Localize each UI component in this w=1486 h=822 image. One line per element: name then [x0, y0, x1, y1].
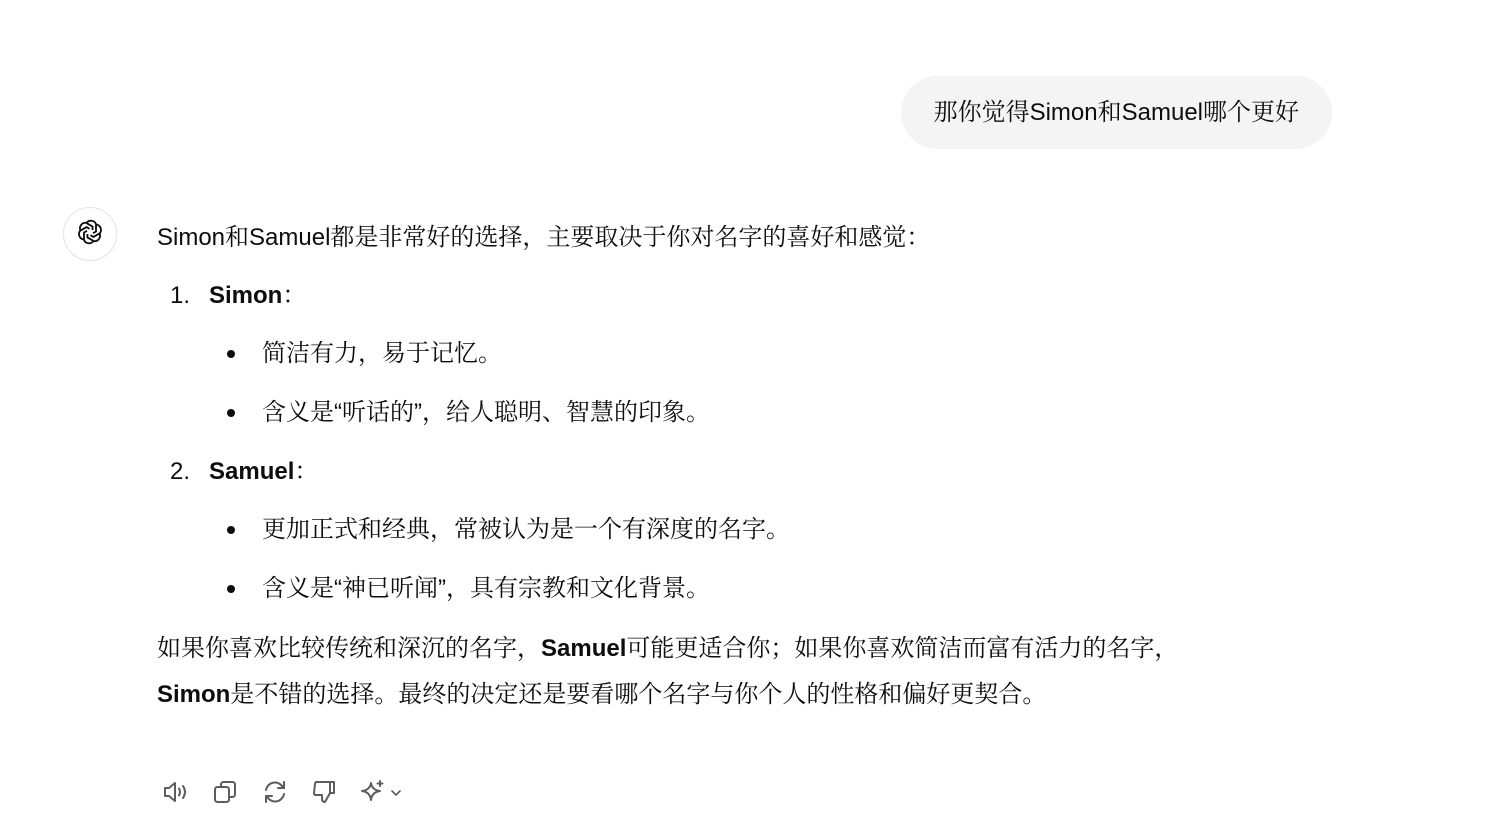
- option-point: 含义是“听话的”，给人聪明、智慧的印象。: [209, 390, 1317, 436]
- switch-model-button[interactable]: [357, 772, 407, 812]
- option-point: 简洁有力，易于记忆。: [209, 331, 1317, 377]
- copy-icon: [210, 777, 240, 807]
- openai-logo-icon: [74, 216, 106, 253]
- option-name: Simon: [209, 282, 283, 309]
- option-number: 2.: [170, 458, 191, 485]
- option-points: [209, 331, 1317, 436]
- assistant-summary: [157, 626, 1317, 718]
- option-simon: [157, 273, 1317, 436]
- option-colon: ：: [294, 458, 319, 485]
- summary-text: 如果你喜欢比较传统和深沉的名字，: [157, 635, 541, 662]
- regenerate-button[interactable]: [257, 772, 293, 812]
- read-aloud-icon: [160, 777, 190, 807]
- option-name: Samuel: [209, 458, 295, 485]
- assistant-avatar: [63, 207, 117, 261]
- option-colon: ：: [282, 282, 307, 309]
- thumbs-down-icon: [310, 777, 340, 807]
- read-aloud-button[interactable]: [157, 772, 193, 812]
- summary-text: 可能更适合你；如果你喜欢简洁而富有活力的名字，: [626, 635, 1179, 662]
- copy-button[interactable]: [207, 772, 243, 812]
- user-message-bubble: 那你觉得Simon和Samuel哪个更好: [901, 76, 1332, 149]
- assistant-intro: Simon和Samuel都是非常好的选择，主要取决于你对名字的喜好和感觉：: [157, 224, 931, 251]
- options-list: [157, 273, 1317, 612]
- bad-response-button[interactable]: [307, 772, 343, 812]
- summary-bold: Samuel: [541, 635, 627, 662]
- regenerate-icon: [260, 777, 290, 807]
- option-samuel: [157, 449, 1317, 612]
- summary-bold: Simon: [157, 681, 231, 708]
- option-number: 1.: [170, 282, 191, 309]
- model-switch-icon: [358, 777, 406, 807]
- assistant-message: [157, 215, 1317, 718]
- option-points: [209, 507, 1317, 612]
- user-message-row: [901, 76, 1332, 149]
- option-point: 含义是“神已听闻”，具有宗教和文化背景。: [209, 566, 1317, 612]
- option-point: 更加正式和经典，常被认为是一个有深度的名字。: [209, 507, 1317, 553]
- message-action-toolbar: [157, 772, 407, 812]
- summary-text: 是不错的选择。最终的决定还是要看哪个名字与你个人的性格和偏好更契合。: [230, 681, 1047, 708]
